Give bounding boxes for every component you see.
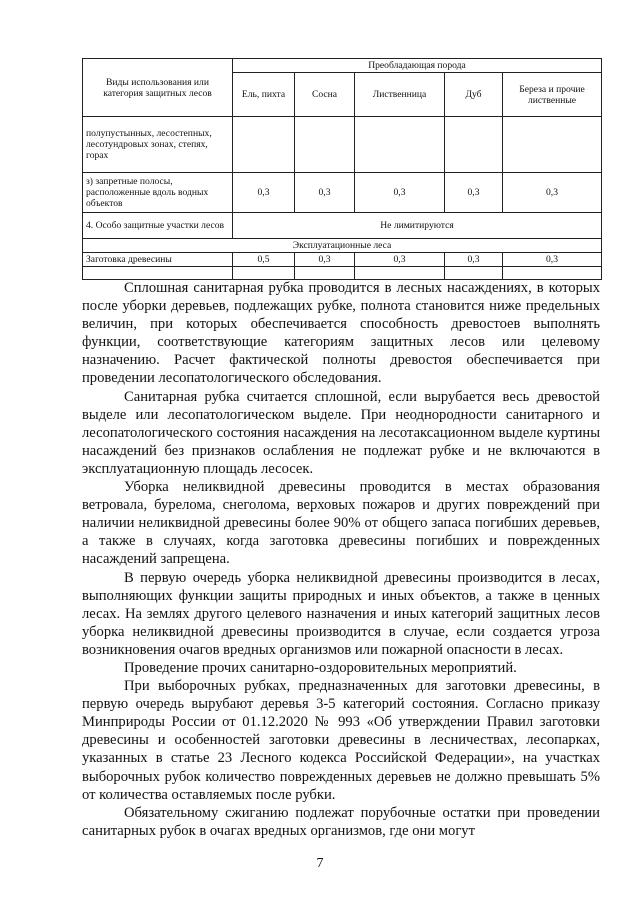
table-cell: 0,3 <box>233 173 295 213</box>
species-header-oak: Дуб <box>445 73 503 117</box>
table-cell <box>295 267 355 280</box>
table-cell: 0,3 <box>503 253 602 267</box>
paragraph: При выборочных рубках, предназначенных для заготовки древесины, в первую очередь вырубают деревья 3-5 категорий состояния. Согласно приказу Минприроды России от 01.12.2020 № 993 «Об утверждении Правил заготовки древесины и особенностей заготовки древесины в лесничествах, лесопарках, указанных в статье 23 Лесного кодекса Российской Федерации», на участках выборочных рубок количество поврежденных деревьев не должно превышать 5% от количества оставляемых после рубки. <box>82 678 600 803</box>
table-cell <box>445 117 503 173</box>
category-column-header: Виды использования или категория защитных лесов <box>83 59 233 117</box>
document-body <box>82 279 600 840</box>
table-cell: 0,3 <box>355 253 445 267</box>
table-cell: 0,5 <box>233 253 295 267</box>
row-label <box>83 267 233 280</box>
table-cell: 0,3 <box>503 173 602 213</box>
row-label: 4. Особо защитные участки лесов <box>83 213 233 239</box>
row-label: з) запретные полосы, расположенные вдоль водных объектов <box>83 173 233 213</box>
row-label: полупустынных, лесостепных, лесотундровых зонах, степях, горах <box>83 117 233 173</box>
species-header-larch: Лиственница <box>355 73 445 117</box>
table-cell: 0,3 <box>445 253 503 267</box>
species-table-container <box>82 58 601 280</box>
page-number: 7 <box>316 856 324 871</box>
dominant-species-header: Преобладающая порода <box>233 59 602 73</box>
paragraph: Уборка неликвидной древесины проводится в местах образования ветровала, бурелома, снеголома, верховых пожаров и других повреждений при наличии неликвидной древесины более 90% от общего запаса погибших деревьев, а также в случаях, когда заготовка древесины погибших и поврежденных насаждений запрещена. <box>82 479 600 568</box>
paragraph: Обязательному сжиганию подлежат порубочные остатки при проведении санитарных рубок в очагах вредных организмов, где они могут <box>82 804 600 839</box>
table-cell: 0,3 <box>355 173 445 213</box>
table-row <box>83 253 602 267</box>
paragraph: Проведение прочих санитарно-оздоровительных мероприятий. <box>124 659 517 676</box>
table-row <box>83 213 602 239</box>
species-header-pine: Сосна <box>295 73 355 117</box>
species-limits-table <box>82 58 602 280</box>
species-header-spruce: Ель, пихта <box>233 73 295 117</box>
table-cell <box>503 267 602 280</box>
table-cell <box>233 117 295 173</box>
table-row <box>83 173 602 213</box>
paragraph: В первую очередь уборка неликвидной древесины производится в лесах, выполняющих функции защиты природных и иных объектов, а также в ценных лесах. На землях другого целевого назначения и иных категорий защитных лесов уборка неликвидной древесины производится в случае, если создается угроза возникновения очагов вредных организмов или пожарной опасности в лесах. <box>82 569 600 658</box>
table-cell <box>355 117 445 173</box>
table-header-row <box>83 59 602 73</box>
table-cell: 0,3 <box>295 173 355 213</box>
table-cell: 0,3 <box>445 173 503 213</box>
species-header-birch: Береза и прочие лиственные <box>503 73 602 117</box>
table-cell <box>503 117 602 173</box>
not-limited-cell: Не лимитируются <box>233 213 602 239</box>
table-row <box>83 117 602 173</box>
row-label: Заготовка древесины <box>83 253 233 267</box>
paragraph: Санитарная рубка считается сплошной, если вырубается весь древостой выделе или лесопатологическом выделе. При неоднородности санитарного и лесопатологического состояния насаждения на лесотаксационном выделе куртины насаждений без признаков ослабления не подлежат рубке и не включаются в эксплуатационную площадь лесосек. <box>82 388 600 477</box>
table-cell <box>295 117 355 173</box>
table-cell: 0,3 <box>295 253 355 267</box>
section-row <box>83 239 602 253</box>
table-cell <box>233 267 295 280</box>
table-row <box>83 267 602 280</box>
table-cell <box>355 267 445 280</box>
section-title: Эксплуатационные леса <box>83 239 602 253</box>
table-cell <box>445 267 503 280</box>
paragraph: Сплошная санитарная рубка проводится в лесных насаждениях, в которых после уборки деревьев, подлежащих рубке, полнота становится ниже предельных величин, при которых обеспечивается способность древостоев выполнять функции, соответствующие категориям защитных лесов или целевому назначению. Расчет фактической полноты древостоя обеспечивается при проведении лесопатологического обследования. <box>82 280 600 387</box>
